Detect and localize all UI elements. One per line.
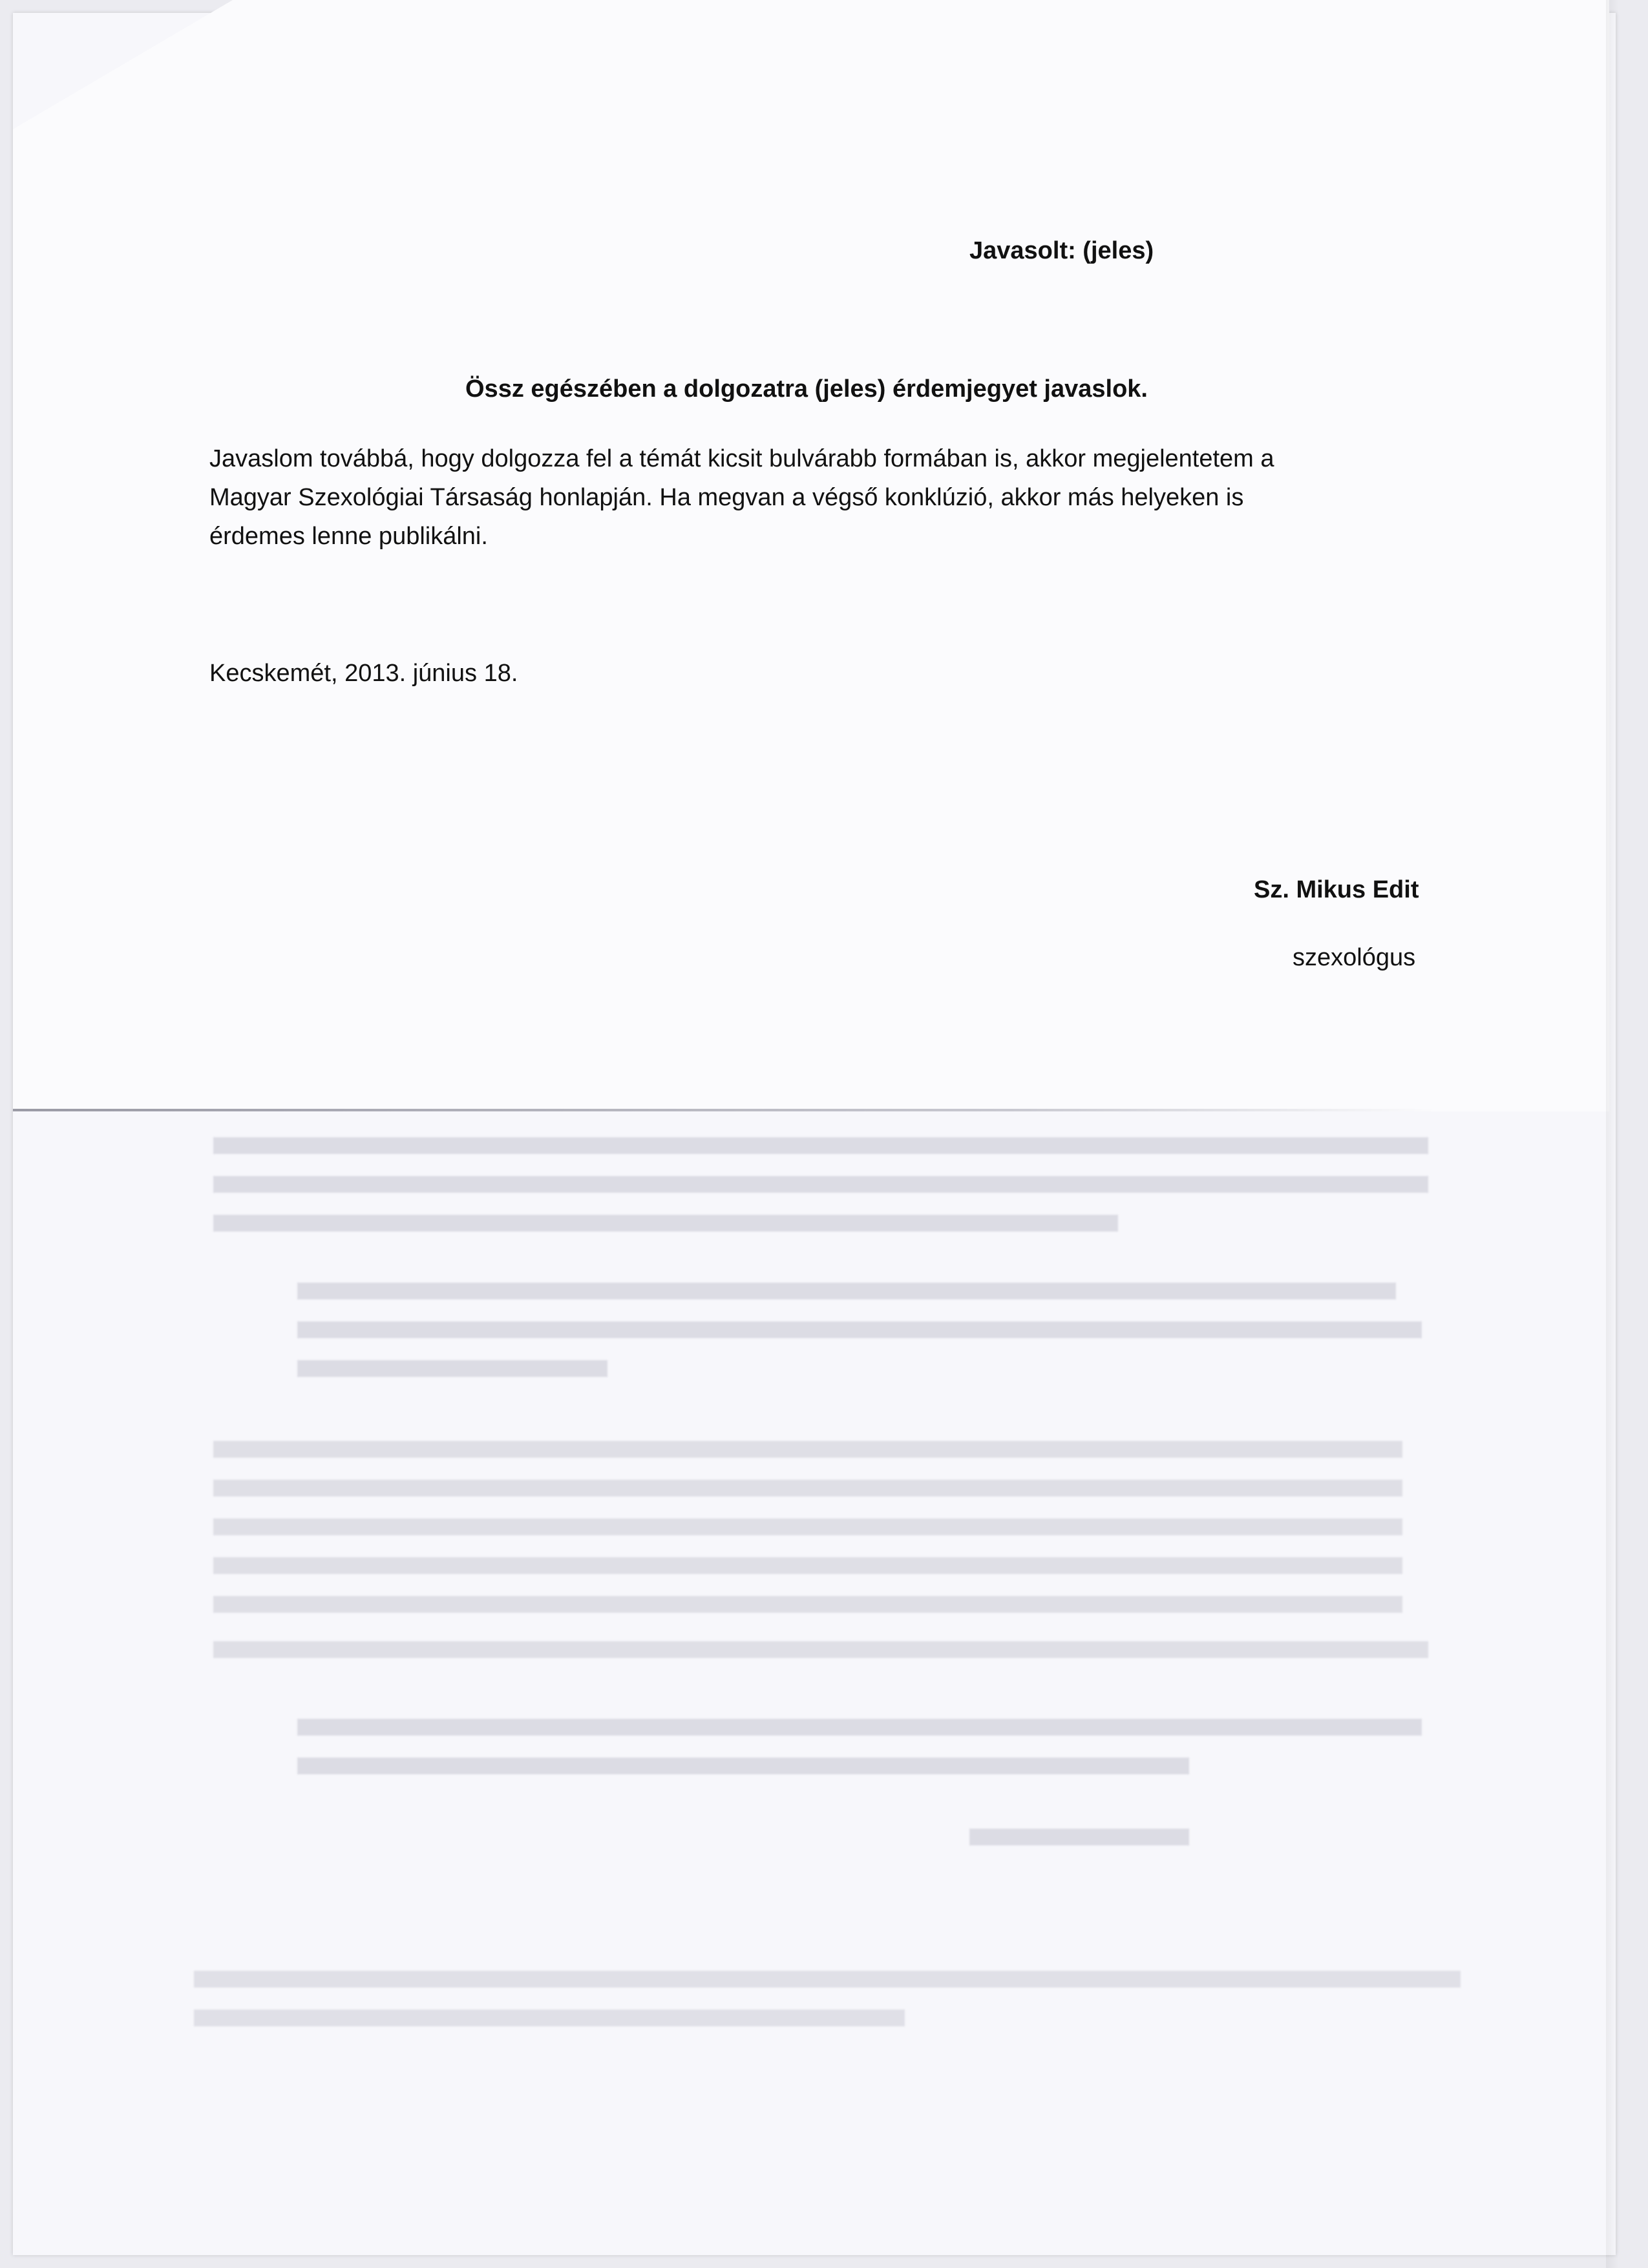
body-line-3: érdemes lenne publikálni. xyxy=(209,523,488,550)
letter-content xyxy=(13,0,1609,1111)
show-through-blur xyxy=(213,1596,1402,1613)
show-through-blur xyxy=(297,1283,1396,1299)
signature-title: szexológus xyxy=(1293,944,1416,971)
show-through-blur xyxy=(297,1758,1189,1774)
show-through-blur xyxy=(213,1176,1428,1193)
show-through-blur xyxy=(213,1518,1402,1535)
body-line-2: Magyar Szexológiai Társaság honlapján. Ha megvan a végső konklúzió, akkor más helyeken is xyxy=(209,484,1244,511)
show-through-blur xyxy=(213,1137,1428,1154)
paper-edge-shadow xyxy=(1606,0,1619,2268)
body-line-1: Javaslom továbbá, hogy dolgozza fel a témát kicsit bulvárabb formában is, akkor megjelentetem a xyxy=(209,445,1274,472)
show-through-blur xyxy=(969,1829,1189,1845)
show-through-blur xyxy=(213,1641,1428,1658)
show-through-blur xyxy=(194,1971,1461,1988)
show-through-blur xyxy=(297,1360,607,1377)
show-through-blur xyxy=(297,1321,1422,1338)
grade-recommendation: Javasolt: (jeles) xyxy=(969,237,1154,264)
signature-name: Sz. Mikus Edit xyxy=(1254,876,1419,903)
fold-edge xyxy=(13,1109,1435,1111)
show-through-blur xyxy=(194,2010,905,2026)
show-through-blur xyxy=(213,1480,1402,1496)
show-through-blur xyxy=(213,1215,1118,1232)
summary-statement: Össz egészében a dolgozatra (jeles) érdemjegyet javaslok. xyxy=(465,375,1148,403)
show-through-blur xyxy=(213,1441,1402,1458)
show-through-blur xyxy=(297,1719,1422,1736)
place-date: Kecskemét, 2013. június 18. xyxy=(209,660,518,687)
show-through-blur xyxy=(213,1557,1402,1574)
